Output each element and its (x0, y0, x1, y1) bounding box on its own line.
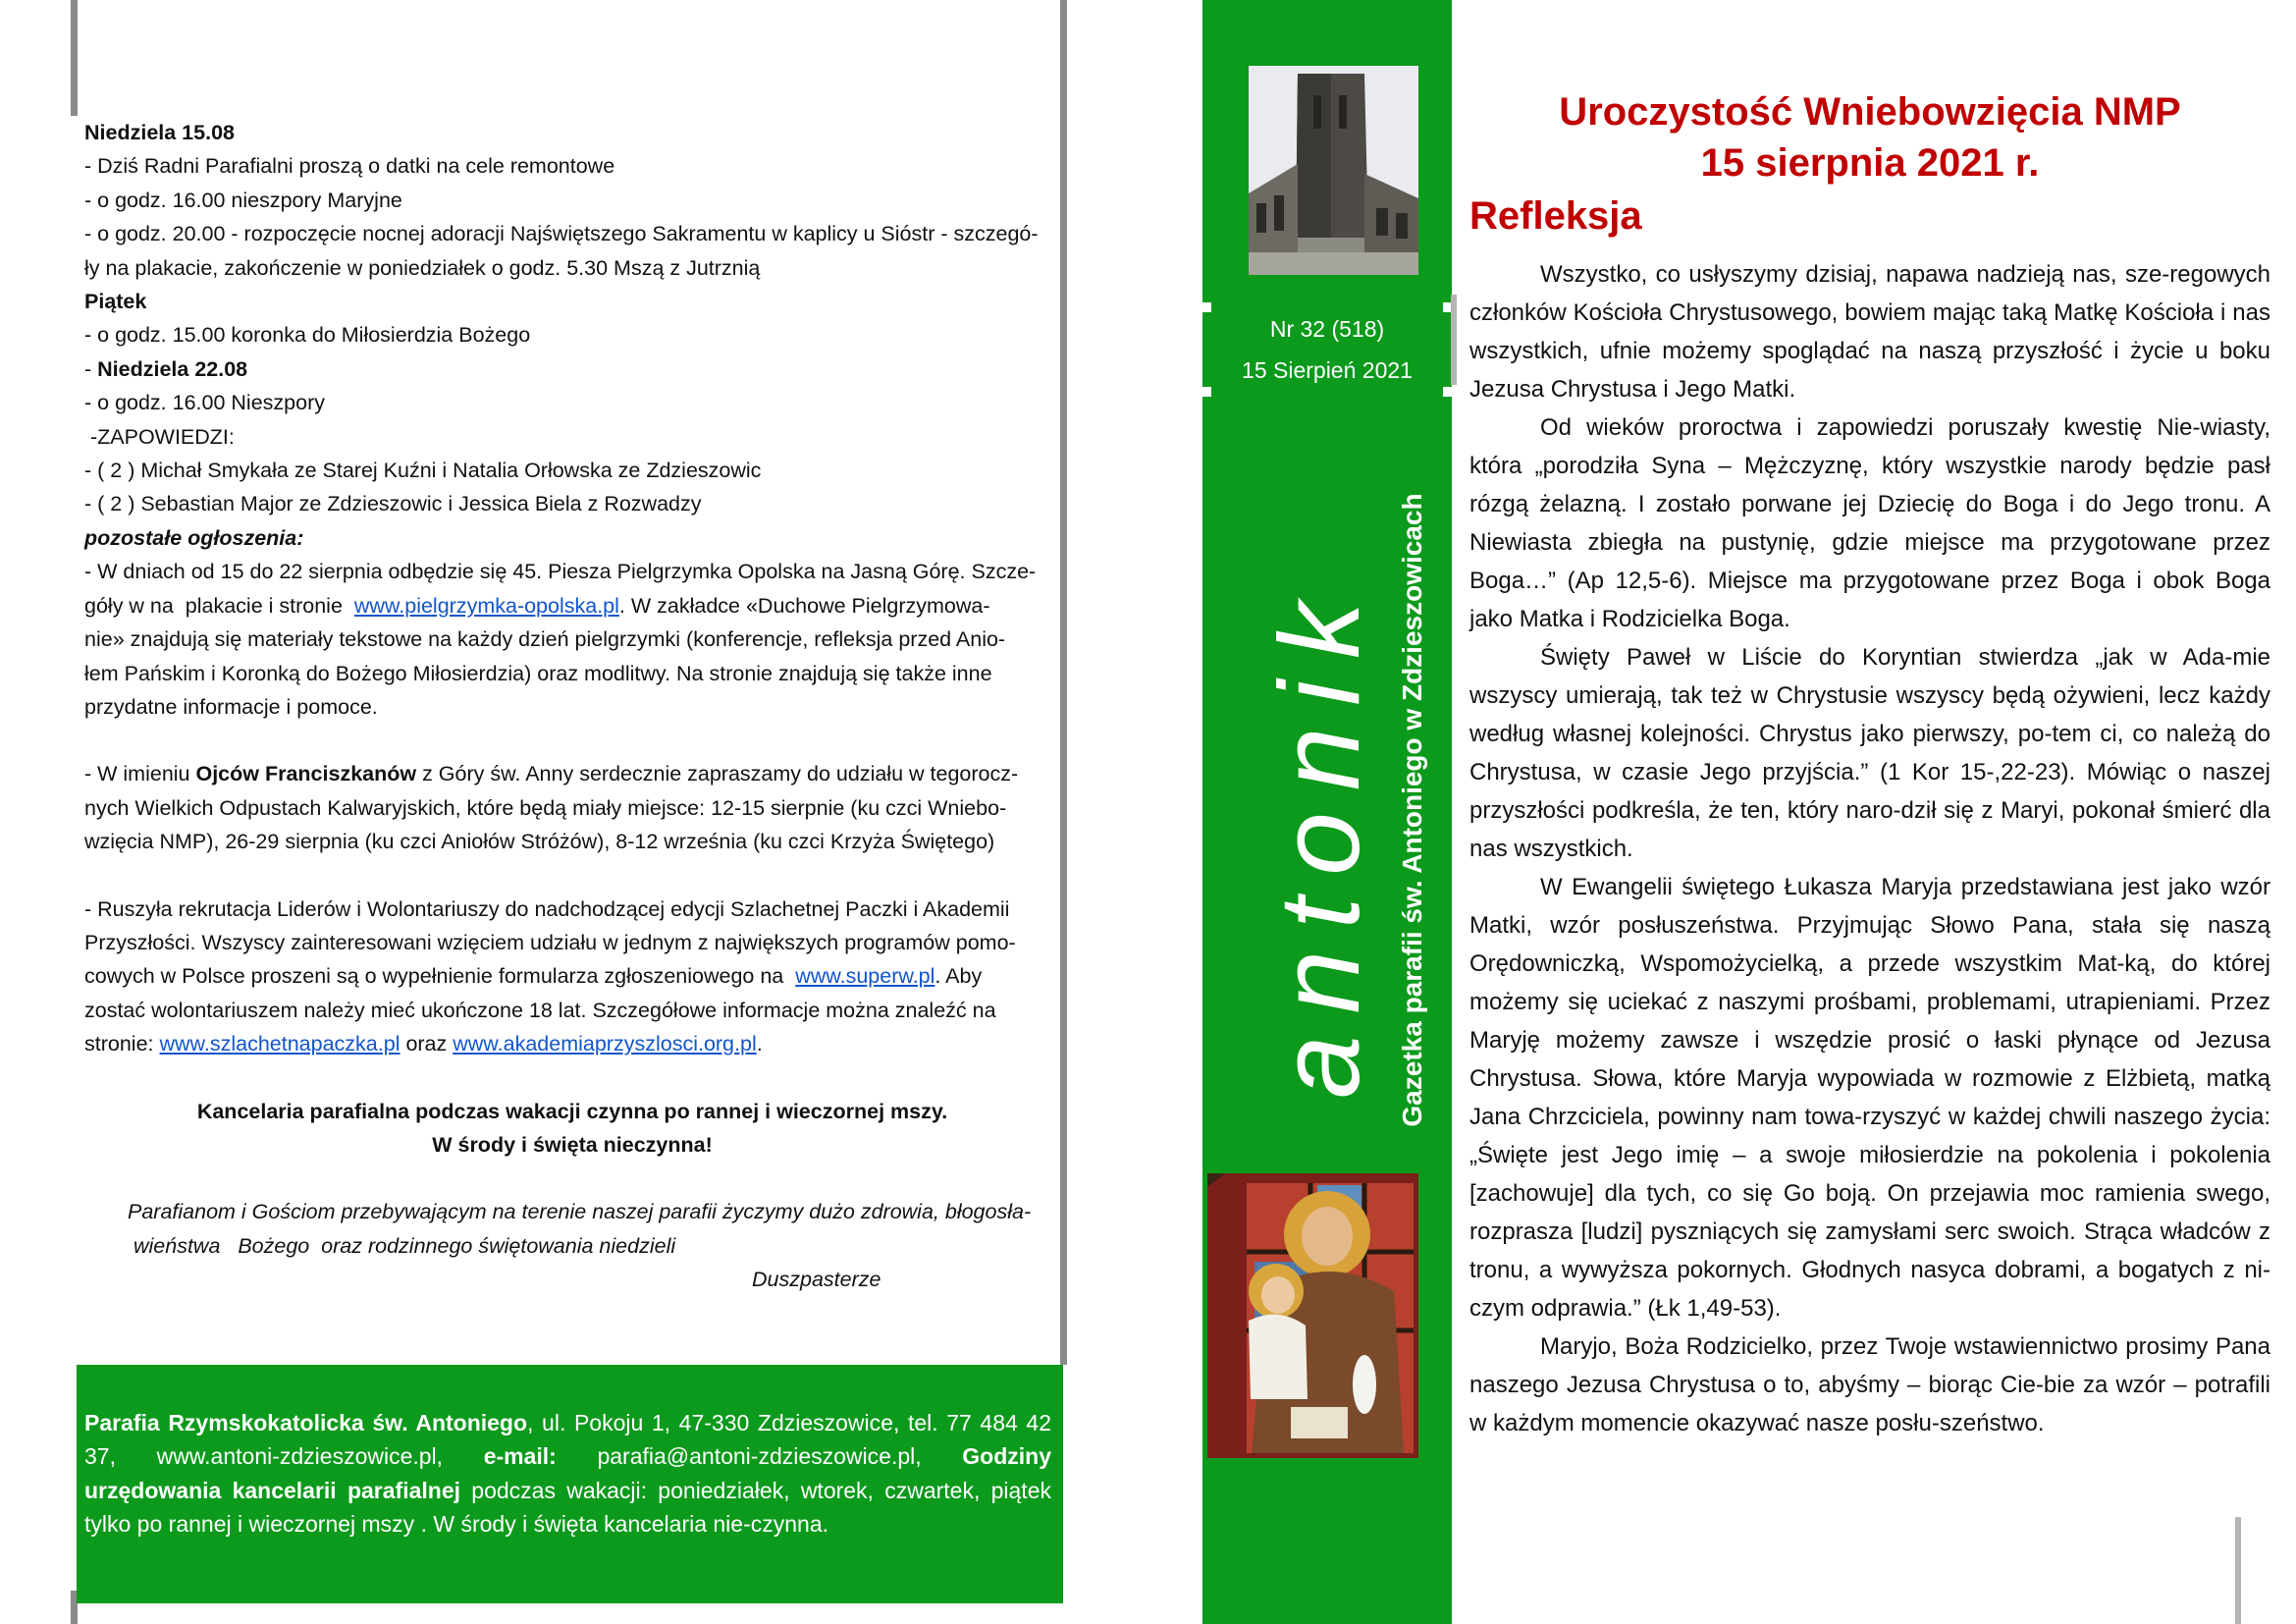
franciscans-line: nych Wielkich Odpustach Kalwaryjskich, które będą miały miejsce: 12-15 sierpnie (ku czci Wniebo- (84, 795, 1007, 820)
announcements (84, 116, 1060, 1297)
issue-number: Nr 32 (518) (1269, 316, 1385, 342)
spacer (84, 859, 1060, 893)
superw-link[interactable]: www.superw.pl (795, 964, 935, 989)
article-title-line: 15 sierpnia 2021 r. (1700, 141, 2040, 185)
right-margin-bar (1060, 0, 1067, 1365)
announcement-line: -ZAPOWIEDZI: (84, 424, 235, 449)
recruitment-line (84, 959, 1060, 993)
article-body (1469, 255, 2270, 1442)
saint-anthony-image (1207, 1173, 1418, 1458)
announcement-line: - Dziś Radni Parafialni proszą o datki na cele remontowe (84, 154, 615, 179)
recruitment-line: zostać wolontariuszem należy mieć ukończone 18 lat. Szczegółowe informacje można znaleźć na (84, 998, 996, 1022)
pilgrimage-line: przydatne informacje i pomoce. (84, 694, 378, 719)
wishes-line: wieństwa Bożego oraz rodzinnego świętowania niedzieli (128, 1233, 676, 1258)
issue-date: 15 Sierpień 2021 (1242, 357, 1413, 383)
corner-tick (1201, 387, 1211, 397)
left-margin-bar (71, 0, 78, 116)
announcement-line: - o godz. 20.00 - rozpoczęcie nocnej adoracji Najświętszego Sakramentu w kaplicy u Sióstr - szczegó- (84, 222, 1039, 246)
text: oraz (400, 1032, 454, 1056)
text: stronie: (84, 1032, 160, 1056)
signature: Duszpasterze (752, 1268, 881, 1292)
office-hours-label: Godziny urzędowania kancelarii parafialnej (84, 1443, 1051, 1503)
right-page-bottom-bar (2235, 1517, 2241, 1624)
text: góły w na plakacie i stronie (84, 593, 354, 618)
church-photo (1249, 66, 1418, 275)
office-hours-line: Kancelaria parafialna podczas wakacji czynna po rannej i wieczornej mszy. (196, 1099, 948, 1123)
text: . Aby (934, 964, 983, 989)
pilgrimage-line: nie» znajdują się materiały tekstowe na każdy dzień pielgrzymki (konferencje, refleksja przed Anio- (84, 627, 1006, 652)
right-page-left-bar (1451, 295, 1457, 385)
parish-name: Parafia Rzymskokatolicka św. Antoniego (84, 1410, 528, 1435)
text: - W imieniu (84, 762, 196, 786)
wishes-line: Parafianom i Gościom przebywającym na terenie naszej parafii życzymy dużo zdrowia, błogosła- (128, 1200, 1032, 1224)
recruitment-line (84, 1027, 1060, 1060)
corner-tick (1443, 387, 1453, 397)
franciscans-line (84, 757, 1060, 790)
recruitment-line: - Ruszyła rekrutacja Liderów i Wolontariuszy do nadchodzącej edycji Szlachetnej Paczki i Akademii (84, 896, 1010, 921)
article-paragraph: Święty Paweł w Liście do Koryntian stwierdza „jak w Ada-mie wszyscy umierają, tak też w Chrystusie wszyscy będą ożywieni, lecz każdy według własnej kolejności. Chrystus jako pierwszy, po-tem ci, co należą do Chrystusa, w czasie Jego przyjścia.” (1 Kor 15-,22-23). Mówiąc o naszej przyszłości podkreśla, że ten, który naro-dził się z Maryi, pokonał śmierć dla nas wszystkich. (1469, 644, 2270, 862)
spacer (84, 724, 1060, 757)
pilgrimage-link[interactable]: www.pielgrzymka-opolska.pl (353, 593, 619, 618)
masthead-subtitle: Gazetka parafii św. Antoniego w Zdzieszowicach (1397, 493, 1427, 1127)
section-heading-friday: Piątek (84, 290, 147, 314)
parish-address: , ul. Pokoju 1, 47-330 Zdzieszowice, tel. 77 484 42 37, www.antoni-zdzieszowice.pl, (84, 1410, 1051, 1470)
akademiaprzyszlosci-link[interactable]: www.akademiaprzyszlosci.org.pl (453, 1032, 757, 1056)
left-page (0, 0, 1080, 1624)
section-heading-next-sunday: Niedziela 22.08 (97, 356, 248, 381)
footer-text (84, 1406, 1051, 1542)
article-title-line: Uroczystość Wniebowzięcia NMP (1559, 90, 2181, 134)
pilgrimage-line: łem Pańskim i Koronką do Bożego Miłosierdzia) oraz modlitwy. Na stronie znajdują się także inne (84, 661, 992, 685)
masthead-title-box (1255, 501, 1383, 1178)
office-hours-text: podczas wakacji: poniedziałek, wtorek, czwartek, piątek tylko po rannej i wieczornej mszy . W środy i święta kancelaria nie-czynna. (84, 1477, 1051, 1538)
article-paragraph: W Ewangelii świętego Łukasza Maryja przedstawiana jest jako wzór Matki, wzór posłuszeństwa. Przyjmując Słowo Pana, stała się naszą Orędowniczką, Wspomożycielką, a przede wszystkim Mat-ką, do której możemy się uciekać z naszymi prośbami, problemami, utrapieniami. Przez Maryję możemy zawsze i wszędzie prosić o łaski płynące od Jezusa Chrystusa. Słowa, które Maryja wypowiada w rozmowie z Elżbietą, matką Jana Chrzciciela, powinny nam towa-rzyszyć w każdej chwili naszego życia: „Święte jest Jego imię – a swoje miłosierdzie na pokolenia i pokolenia [zachowuje] dla tych, co się Go boją. On przejawia moc ramienia swego, rozprasza [ludzi] pyszniących się zamysłami serc swoich. Strąca władców z tronu, a wywyższa pokornych. Głodnych nasyca dobrami, a bogatych z ni-czym odprawia.” (Łk 1,49-53). (1469, 874, 2270, 1322)
announcement-line: - ( 2 ) Sebastian Major ze Zdzieszowic i Jessica Biela z Rozwadzy (84, 492, 702, 516)
pilgrimage-line: - W dniach od 15 do 22 sierpnia odbędzie się 45. Piesza Pielgrzymka Opolska na Jasną Górę. Szcze- (84, 560, 1037, 584)
parish-email: parafia@antoni-zdzieszowice.pl, (556, 1443, 922, 1470)
szlachetnapaczka-link[interactable]: www.szlachetnapaczka.pl (159, 1032, 400, 1056)
article-heading: Refleksja (1469, 194, 1642, 238)
issue-box (1205, 302, 1449, 397)
article-paragraph: Od wieków proroctwa i zapowiedzi poruszały kwestię Nie-wiasty, która „porodziła Syna – Mężczyznę, który wszystkie narody będzie pasł rózgą żelazną. I zostało porwane jej Dziecię do Boga i do Jego tronu. A Niewiasta zbiegła na pustynię, gdzie miejsce ma przygotowane przez Boga…” (Ap 12,5-6). Miejsce ma przygotowane przez Boga i obok Boga jako Matka i Rodzicielka Boga. (1469, 414, 2270, 632)
announcement-line: - o godz. 16.00 Nieszpory (84, 391, 325, 415)
announcement-line: ły na plakacie, zakończenie w poniedziałek o godz. 5.30 Mszą z Jutrznią (84, 255, 761, 280)
other-announcements-heading: pozostałe ogłoszenia: (84, 525, 304, 550)
corner-tick (1201, 302, 1211, 312)
masthead-subtitle-box (1386, 471, 1439, 1149)
article-paragraph: Maryjo, Boża Rodzicielko, przez Twoje wstawiennictwo prosimy Pana naszego Jezusa Chrystusa o to, abyśmy – biorąc Cie-bie za wzór – potrafili w każdym momencie okazywać nasze posłu-szeństwo. (1469, 1333, 2270, 1436)
text: z Góry św. Anny serdecznie zapraszamy do udziału w tegorocz- (416, 762, 1019, 786)
section-heading-sunday: Niedziela 15.08 (84, 121, 235, 144)
announcement-line: - o godz. 15.00 koronka do Miłosierdzia Bożego (84, 323, 531, 348)
text: . W zakładce «Duchowe Pielgrzymowa- (618, 593, 990, 618)
text: . (756, 1032, 763, 1056)
masthead-title: antonik (1255, 579, 1383, 1100)
email-label: e-mail: (483, 1443, 557, 1470)
pilgrimage-line (84, 589, 1060, 623)
office-hours-line: W środy i święta nieczynna! (432, 1132, 713, 1157)
recruitment-line: Przyszłości. Wszyscy zainteresowani wzięciem udziału w jednym z największych programów pomo- (84, 930, 1016, 954)
article-title (1463, 86, 2277, 189)
text: cowych w Polsce proszeni są o wypełnienie formularza zgłoszeniowego na (84, 964, 796, 989)
announcement-line: - o godz. 16.00 nieszpory Maryjne (84, 188, 402, 212)
announcement-line: - ( 2 ) Michał Smykała ze Starej Kuźni i Natalia Orłowska ze Zdzieszowic (84, 459, 762, 483)
franciscans-line: wzięcia NMP), 26-29 sierpnia (ku czci Aniołów Stróżów), 8-12 września (ku czci Krzyża Świętego) (84, 830, 995, 854)
article-paragraph: Wszystko, co usłyszymy dzisiaj, napawa nadzieją nas, sze-regowych członków Kościoła Chrystusowego, bowiem mając taką Matkę Kościoła i nas wszystkich, ufnie możemy spoglądać na naszą przyszłość i życie u boku Jezusa Chrystusa i Jego Matki. (1469, 261, 2270, 403)
franciscans-name: Ojców Franciszkanów (195, 762, 417, 786)
announcement-prefix: - (84, 356, 98, 381)
